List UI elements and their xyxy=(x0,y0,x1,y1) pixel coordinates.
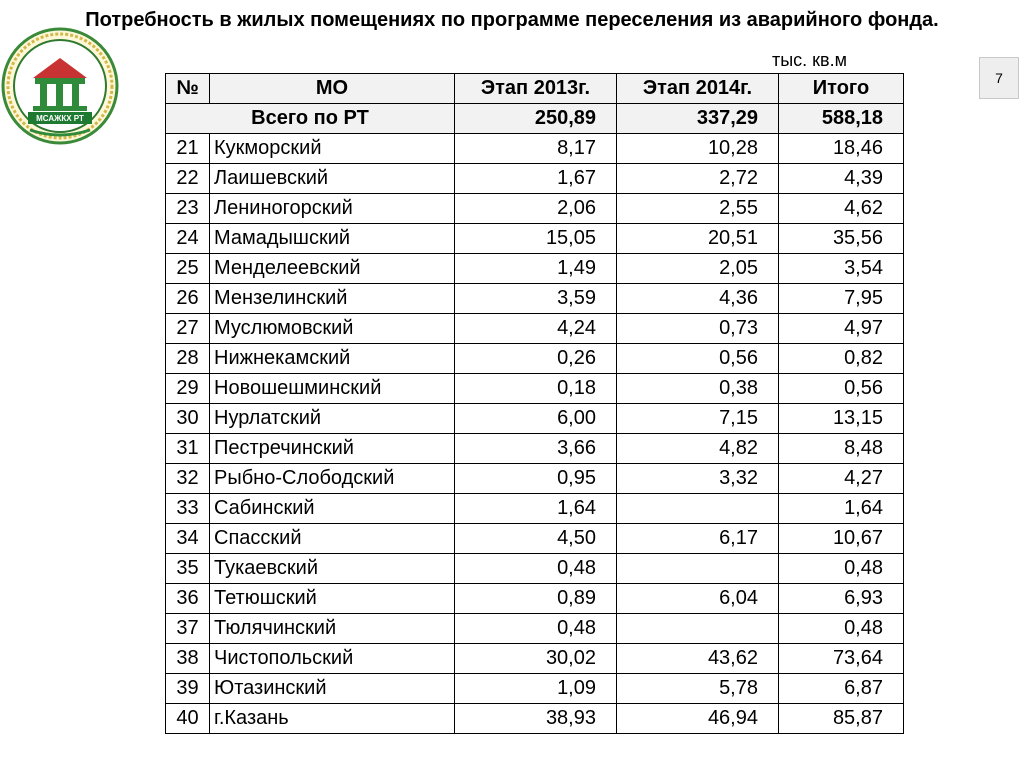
row-2014-value xyxy=(617,494,779,524)
row-2013-value: 15,05 xyxy=(455,224,617,254)
table-row xyxy=(166,524,904,554)
row-2014-value: 43,62 xyxy=(617,644,779,674)
row-2014-value: 6,04 xyxy=(617,584,779,614)
row-mo-name: Пестречинский xyxy=(210,434,455,464)
table-row xyxy=(166,374,904,404)
row-total-value: 4,97 xyxy=(779,314,904,344)
table-row xyxy=(166,224,904,254)
row-mo-name: Тетюшский xyxy=(210,584,455,614)
row-2013-value: 0,26 xyxy=(455,344,617,374)
table-row xyxy=(166,704,904,734)
row-number: 26 xyxy=(166,284,210,314)
page-number: 7 xyxy=(995,70,1003,86)
row-total-value: 35,56 xyxy=(779,224,904,254)
row-2014-value: 20,51 xyxy=(617,224,779,254)
row-2014-value: 6,17 xyxy=(617,524,779,554)
row-mo-name: Менделеевский xyxy=(210,254,455,284)
table-row xyxy=(166,434,904,464)
page-number-badge xyxy=(979,57,1019,99)
row-total-value: 13,15 xyxy=(779,404,904,434)
header-2014: Этап 2014г. xyxy=(617,74,779,104)
row-number: 22 xyxy=(166,164,210,194)
ministry-logo xyxy=(0,26,120,146)
row-total-value: 6,87 xyxy=(779,674,904,704)
row-mo-name: Мензелинский xyxy=(210,284,455,314)
row-mo-name: Тукаевский xyxy=(210,554,455,584)
row-total-value: 18,46 xyxy=(779,134,904,164)
row-mo-name: Сабинский xyxy=(210,494,455,524)
row-2013-value: 4,50 xyxy=(455,524,617,554)
table-header-row xyxy=(166,74,904,104)
row-total-value: 0,56 xyxy=(779,374,904,404)
row-total-value: 4,39 xyxy=(779,164,904,194)
header-total: Итого xyxy=(779,74,904,104)
table-row xyxy=(166,674,904,704)
row-2014-value: 46,94 xyxy=(617,704,779,734)
table-row xyxy=(166,134,904,164)
row-number: 32 xyxy=(166,464,210,494)
row-2013-value: 1,64 xyxy=(455,494,617,524)
row-number: 37 xyxy=(166,614,210,644)
table-row xyxy=(166,464,904,494)
row-number: 30 xyxy=(166,404,210,434)
row-2013-value: 6,00 xyxy=(455,404,617,434)
row-number: 35 xyxy=(166,554,210,584)
row-mo-name: Нурлатский xyxy=(210,404,455,434)
row-2013-value: 30,02 xyxy=(455,644,617,674)
row-mo-name: Новошешминский xyxy=(210,374,455,404)
row-total-value: 0,82 xyxy=(779,344,904,374)
row-2013-value: 3,59 xyxy=(455,284,617,314)
total-label: Всего по РТ xyxy=(166,104,455,134)
row-2013-value: 4,24 xyxy=(455,314,617,344)
total-sum: 588,18 xyxy=(779,104,904,134)
header-number: № xyxy=(166,74,210,104)
table-row xyxy=(166,614,904,644)
row-mo-name: Лениногорский xyxy=(210,194,455,224)
row-2014-value: 4,36 xyxy=(617,284,779,314)
row-2014-value: 5,78 xyxy=(617,674,779,704)
row-number: 39 xyxy=(166,674,210,704)
total-2013: 250,89 xyxy=(455,104,617,134)
row-total-value: 0,48 xyxy=(779,614,904,644)
row-number: 21 xyxy=(166,134,210,164)
row-total-value: 73,64 xyxy=(779,644,904,674)
logo-caption: МСАЖКХ РТ xyxy=(36,114,84,123)
row-mo-name: Муслюмовский xyxy=(210,314,455,344)
row-mo-name: Мамадышский xyxy=(210,224,455,254)
row-number: 28 xyxy=(166,344,210,374)
table-row xyxy=(166,284,904,314)
row-2013-value: 8,17 xyxy=(455,134,617,164)
row-2014-value xyxy=(617,614,779,644)
row-2013-value: 2,06 xyxy=(455,194,617,224)
row-2014-value: 2,05 xyxy=(617,254,779,284)
row-number: 25 xyxy=(166,254,210,284)
row-mo-name: Лаишевский xyxy=(210,164,455,194)
row-total-value: 3,54 xyxy=(779,254,904,284)
page-title: Потребность в жилых помещениях по программе переселения из аварийного фонда. xyxy=(85,9,939,31)
units-label: тыс. кв.м xyxy=(772,50,847,70)
row-number: 24 xyxy=(166,224,210,254)
row-mo-name: Чистопольский xyxy=(210,644,455,674)
table-row xyxy=(166,494,904,524)
row-2014-value xyxy=(617,554,779,584)
row-2013-value: 0,18 xyxy=(455,374,617,404)
row-2014-value: 4,82 xyxy=(617,434,779,464)
row-2014-value: 3,32 xyxy=(617,464,779,494)
row-number: 38 xyxy=(166,644,210,674)
row-mo-name: Ютазинский xyxy=(210,674,455,704)
table-row xyxy=(166,584,904,614)
row-2013-value: 3,66 xyxy=(455,434,617,464)
row-2013-value: 1,49 xyxy=(455,254,617,284)
row-mo-name: Нижнекамский xyxy=(210,344,455,374)
table-row xyxy=(166,194,904,224)
row-2013-value: 1,09 xyxy=(455,674,617,704)
table-row xyxy=(166,404,904,434)
table-row xyxy=(166,164,904,194)
row-number: 34 xyxy=(166,524,210,554)
row-2013-value: 0,48 xyxy=(455,614,617,644)
row-total-value: 1,64 xyxy=(779,494,904,524)
total-2014: 337,29 xyxy=(617,104,779,134)
row-2014-value: 2,55 xyxy=(617,194,779,224)
table-row xyxy=(166,644,904,674)
row-number: 31 xyxy=(166,434,210,464)
row-2014-value: 7,15 xyxy=(617,404,779,434)
row-2013-value: 1,67 xyxy=(455,164,617,194)
row-number: 29 xyxy=(166,374,210,404)
row-2013-value: 38,93 xyxy=(455,704,617,734)
row-mo-name: Спасский xyxy=(210,524,455,554)
table-row xyxy=(166,554,904,584)
row-total-value: 0,48 xyxy=(779,554,904,584)
row-2014-value: 2,72 xyxy=(617,164,779,194)
row-number: 40 xyxy=(166,704,210,734)
row-mo-name: Рыбно-Слободский xyxy=(210,464,455,494)
row-2013-value: 0,89 xyxy=(455,584,617,614)
table-row xyxy=(166,314,904,344)
row-mo-name: Кукморский xyxy=(210,134,455,164)
row-mo-name: г.Казань xyxy=(210,704,455,734)
row-total-value: 4,27 xyxy=(779,464,904,494)
row-number: 33 xyxy=(166,494,210,524)
row-2014-value: 10,28 xyxy=(617,134,779,164)
row-total-value: 4,62 xyxy=(779,194,904,224)
row-2013-value: 0,48 xyxy=(455,554,617,584)
row-total-value: 10,67 xyxy=(779,524,904,554)
row-total-value: 85,87 xyxy=(779,704,904,734)
header-mo: МО xyxy=(210,74,455,104)
row-2014-value: 0,73 xyxy=(617,314,779,344)
housing-needs-table xyxy=(165,73,904,734)
row-2014-value: 0,38 xyxy=(617,374,779,404)
row-total-value: 8,48 xyxy=(779,434,904,464)
row-2013-value: 0,95 xyxy=(455,464,617,494)
header-2013: Этап 2013г. xyxy=(455,74,617,104)
row-number: 27 xyxy=(166,314,210,344)
total-row xyxy=(166,104,904,134)
row-number: 23 xyxy=(166,194,210,224)
table-row xyxy=(166,344,904,374)
row-mo-name: Тюлячинский xyxy=(210,614,455,644)
row-2014-value: 0,56 xyxy=(617,344,779,374)
table-row xyxy=(166,254,904,284)
row-number: 36 xyxy=(166,584,210,614)
row-total-value: 7,95 xyxy=(779,284,904,314)
row-total-value: 6,93 xyxy=(779,584,904,614)
